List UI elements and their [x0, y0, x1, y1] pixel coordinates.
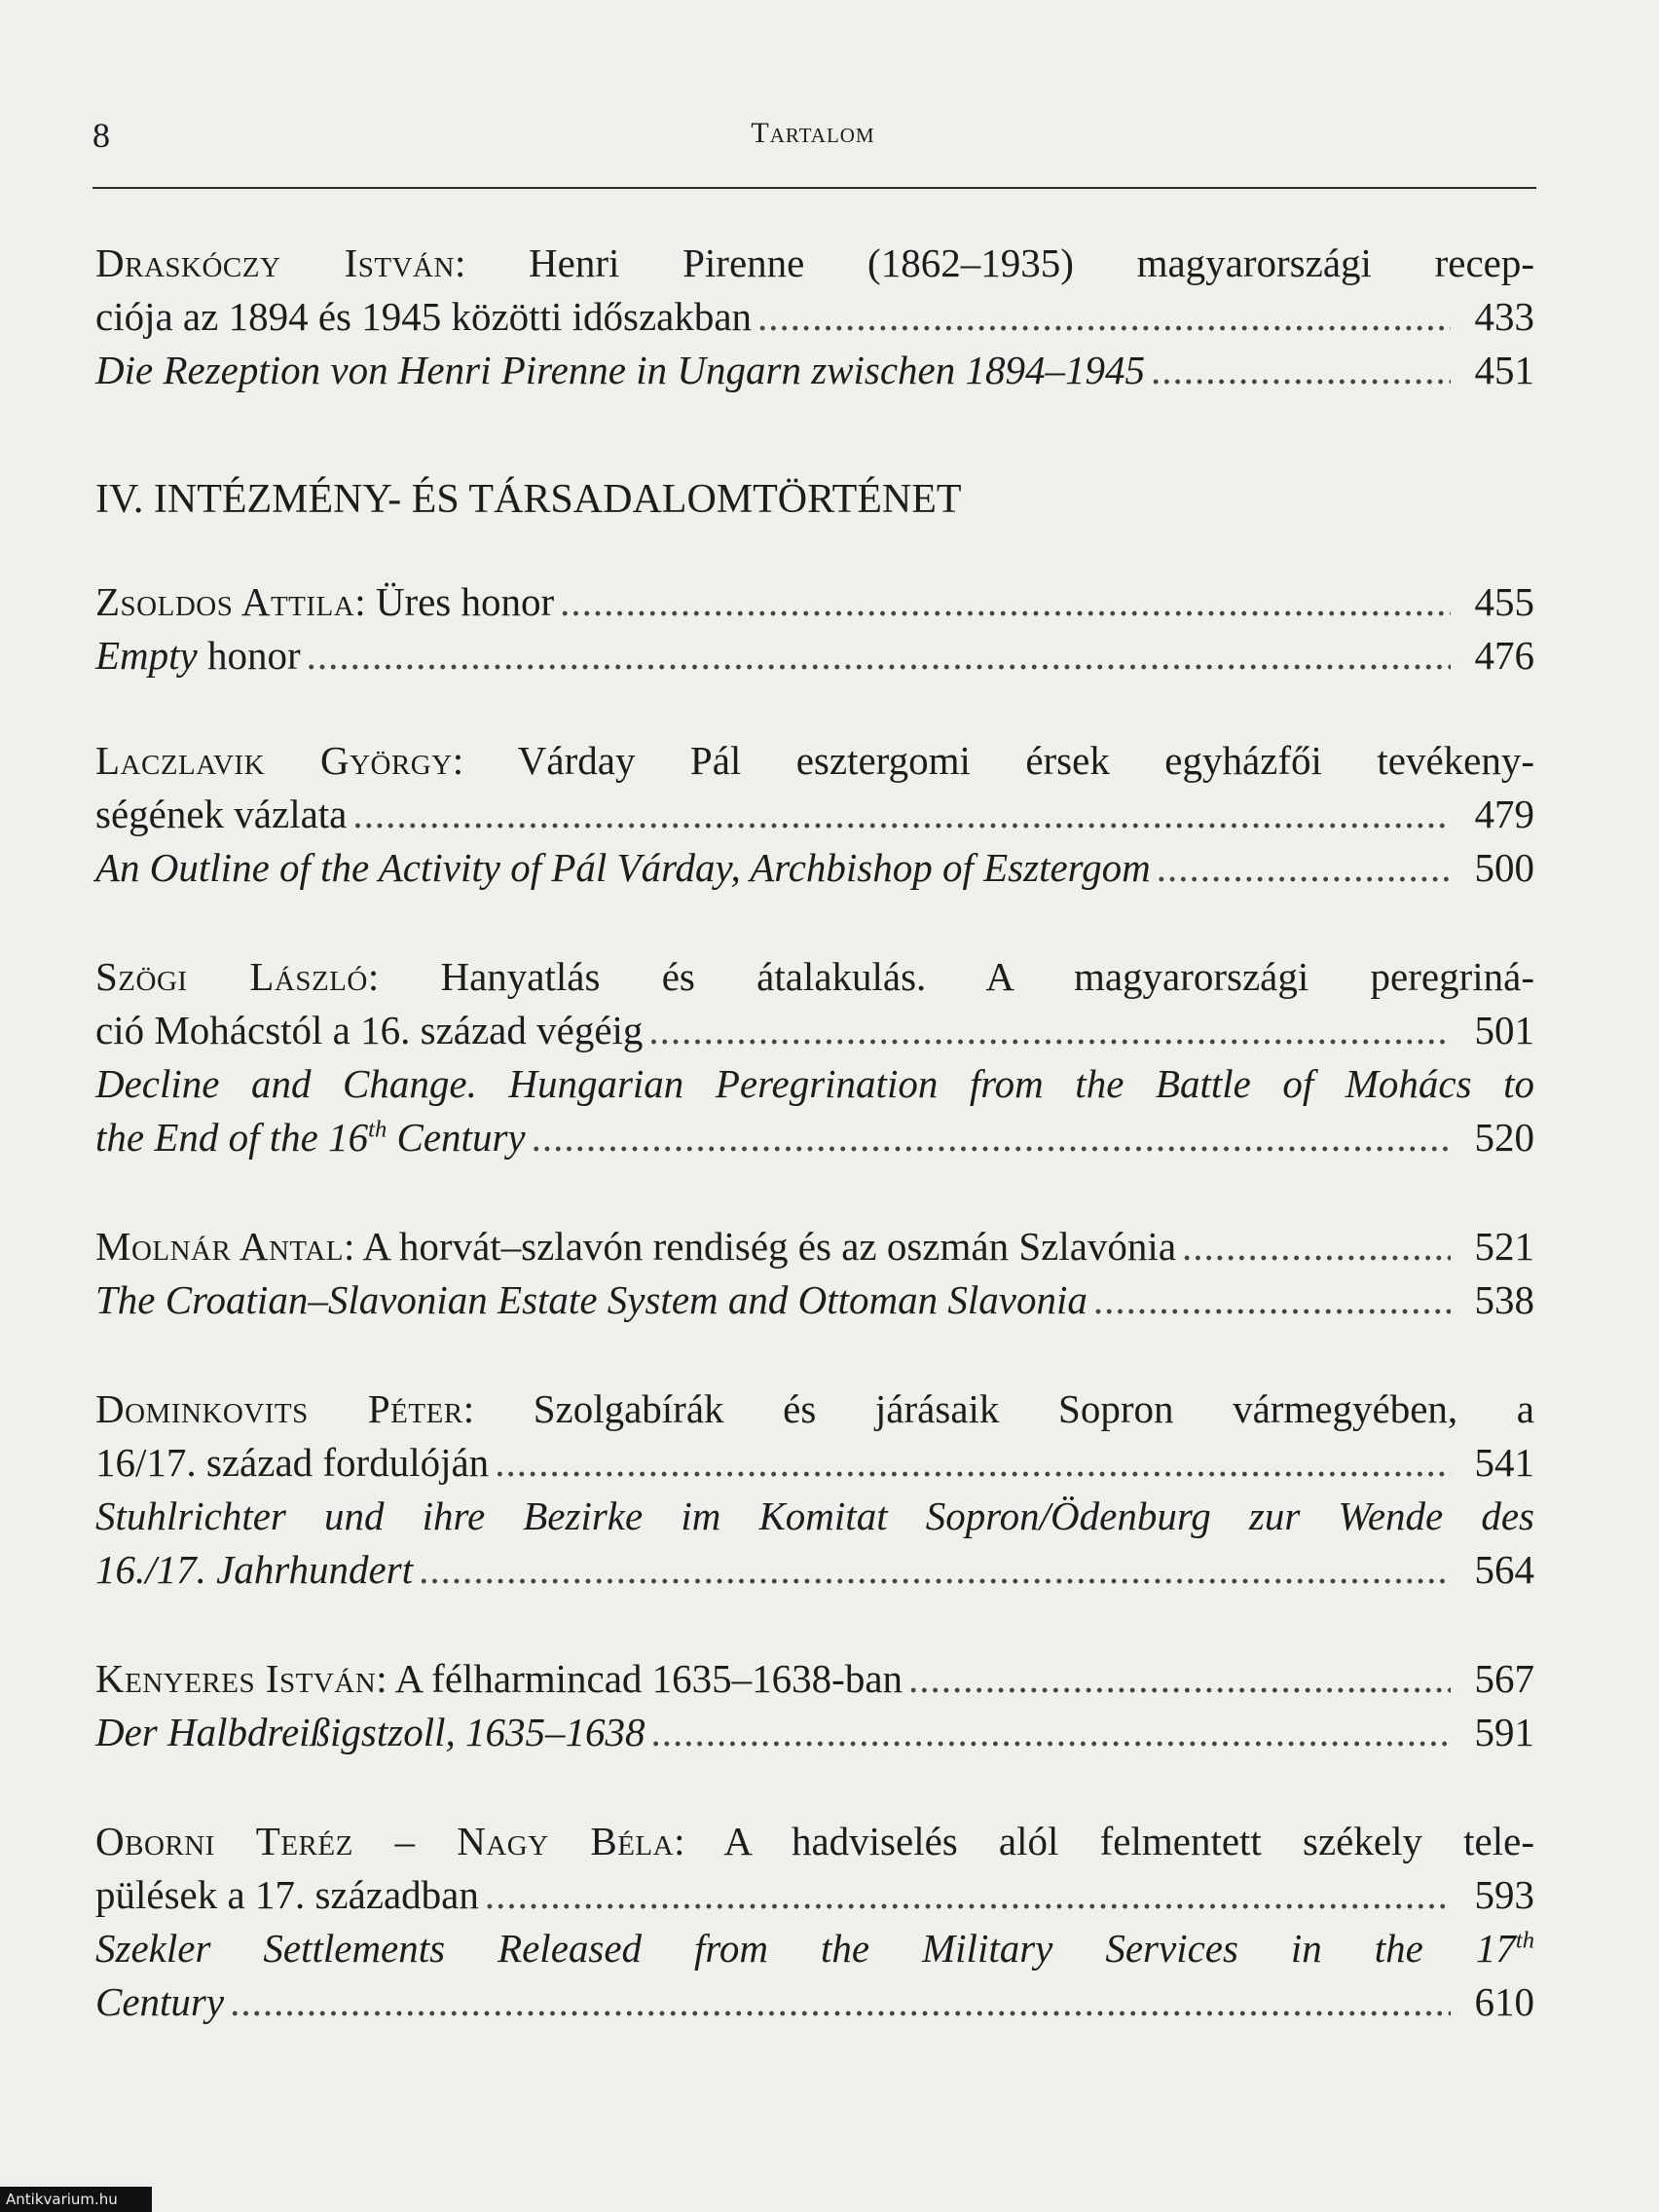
dot-leader [1151, 344, 1451, 397]
page-ref: 451 [1474, 348, 1534, 392]
entry-translation-line [95, 1975, 1534, 2029]
entry-translation: Century [387, 1115, 526, 1160]
section-heading: IV. INTÉZMÉNY- ÉS TÁRSADALOMTÖRTÉNET [95, 477, 962, 522]
dot-leader [1182, 1220, 1451, 1273]
entry-translation: 16./17. Jahrhundert [95, 1547, 414, 1592]
entry-title-line [95, 788, 1534, 841]
entry-translation-line [95, 841, 1534, 895]
entry-title: ciója az 1894 és 1945 közötti időszakban [95, 294, 753, 339]
entry-translation-line [95, 1706, 1534, 1759]
dot-leader [908, 1652, 1451, 1706]
entry-translation-line [95, 1057, 1534, 1111]
entry-author: Laczlavik György [95, 738, 453, 783]
dot-leader [485, 1868, 1451, 1922]
entry-translation: The Croatian–Slavonian Estate System and Ottoman Slavonia [95, 1277, 1088, 1322]
toc-entry [95, 575, 1534, 682]
page-ref: 564 [1474, 1547, 1534, 1592]
dot-leader [307, 629, 1451, 682]
toc-entry [95, 1815, 1534, 2029]
entry-translation-line [95, 1273, 1534, 1327]
entry-title-line [95, 1436, 1534, 1490]
watermark: Antikvarium.hu [0, 2187, 152, 2212]
dot-leader [757, 290, 1451, 344]
page-ref: 593 [1474, 1872, 1534, 1917]
entry-title: : A hadviselés alól felmentett székely tele- [674, 1819, 1534, 1863]
entry-translation-rest: honor [197, 633, 301, 678]
table-of-contents [95, 237, 1534, 2029]
entry-translation-line [95, 1111, 1534, 1164]
entry-title-line [95, 290, 1534, 344]
entry-translation-line [95, 1490, 1534, 1543]
entry-title-line [95, 575, 1534, 629]
entry-translation-line [95, 344, 1534, 397]
toc-entry [95, 734, 1534, 895]
dot-leader [560, 575, 1451, 629]
entry-author: Molnár Antal [95, 1224, 344, 1269]
entry-title-line [95, 1815, 1534, 1868]
superscript: th [1515, 1927, 1534, 1954]
entry-translation: the End of the 16 [95, 1115, 369, 1160]
entry-title: : A félharmincad 1635–1638-ban [376, 1656, 903, 1701]
entry-translation: Der Halbdreißigstzoll, 1635–1638 [95, 1710, 645, 1754]
dot-leader [1157, 841, 1451, 895]
entry-translation: Stuhlrichter und ihre Bezirke im Komitat Sopron/Ödenburg zur Wende des [95, 1493, 1534, 1538]
dot-leader [352, 788, 1451, 841]
entry-translation-line [95, 1922, 1534, 1975]
entry-title: : Üres honor [354, 579, 555, 624]
toc-entry [95, 950, 1534, 1164]
toc-entry [95, 1220, 1534, 1327]
entry-title: ségének vázlata [95, 792, 348, 836]
entry-author: Draskóczy István [95, 240, 455, 285]
dot-leader [651, 1706, 1451, 1759]
entry-translation-line [95, 629, 1534, 682]
toc-entry [95, 1652, 1534, 1759]
entry-translation-line [95, 1543, 1534, 1597]
dot-leader [532, 1111, 1451, 1164]
page-ref: 541 [1474, 1440, 1534, 1485]
entry-title: : A horvát–szlavón rendiség és az oszmán Szlavónia [343, 1224, 1177, 1269]
entry-author: Szögi László [95, 954, 368, 999]
page-ref: 610 [1474, 1979, 1534, 2024]
entry-title-line [95, 1220, 1534, 1273]
entry-title-line [95, 734, 1534, 788]
page-ref: 591 [1474, 1710, 1534, 1754]
entry-author: Zsoldos Attila [95, 579, 355, 624]
page-ref: 520 [1474, 1115, 1534, 1160]
entry-title-line [95, 1382, 1534, 1436]
page-ref: 433 [1474, 294, 1534, 339]
page-ref: 476 [1474, 633, 1534, 678]
page-ref: 501 [1474, 1008, 1534, 1052]
entry-author: Kenyeres István [95, 1656, 377, 1701]
entry-translation: Szekler Settlements Released from the Military Services in the 17 [95, 1926, 1516, 1971]
dot-leader [230, 1975, 1451, 2029]
page-ref: 500 [1474, 845, 1534, 890]
entry-translation: Decline and Change. Hungarian Peregrination from the Battle of Mohács to [95, 1061, 1534, 1106]
superscript: th [368, 1116, 387, 1143]
page-ref: 455 [1474, 579, 1534, 624]
entry-translation: Die Rezeption von Henri Pirenne in Ungarn zwischen 1894–1945 [95, 348, 1145, 392]
entry-title-line [95, 1652, 1534, 1706]
dot-leader [1093, 1273, 1451, 1327]
entry-title: : Várday Pál esztergomi érsek egyházfői tevékeny- [452, 738, 1534, 783]
entry-title-line [95, 950, 1534, 1004]
toc-entry [95, 237, 1534, 397]
entry-title-line [95, 1868, 1534, 1922]
page-ref: 567 [1474, 1656, 1534, 1701]
entry-title-line [95, 237, 1534, 290]
dot-leader [495, 1436, 1451, 1490]
page-number: 8 [92, 116, 110, 155]
dot-leader [419, 1543, 1451, 1597]
entry-title-line [95, 1004, 1534, 1057]
entry-title: : Szolgabírák és járásaik Sopron vármegyében, a [462, 1386, 1534, 1431]
entry-title: pülések a 17. században [95, 1872, 479, 1917]
entry-title: : Henri Pirenne (1862–1935) magyarországi recep- [454, 240, 1535, 285]
page-ref: 538 [1474, 1277, 1534, 1322]
page-ref: 479 [1474, 792, 1534, 836]
entry-title: : Hanyatlás és átalakulás. A magyarországi peregriná- [367, 954, 1534, 999]
running-header [92, 115, 1533, 162]
entry-title: ció Mohácstól a 16. század végéig [95, 1008, 644, 1052]
dot-leader [648, 1004, 1451, 1057]
header-rule [92, 187, 1536, 189]
toc-entry [95, 1382, 1534, 1597]
entry-translation: An Outline of the Activity of Pál Várday, Archbishop of Esztergom [95, 845, 1151, 890]
entry-translation: Century [95, 1979, 225, 2024]
entry-author: Oborni Teréz – Nagy Béla [95, 1819, 675, 1863]
entry-translation: Empty [95, 633, 198, 678]
running-title: Tartalom [751, 117, 875, 149]
page-ref: 521 [1474, 1224, 1534, 1269]
entry-author: Dominkovits Péter [95, 1386, 463, 1431]
entry-title: 16/17. század fordulóján [95, 1440, 490, 1485]
